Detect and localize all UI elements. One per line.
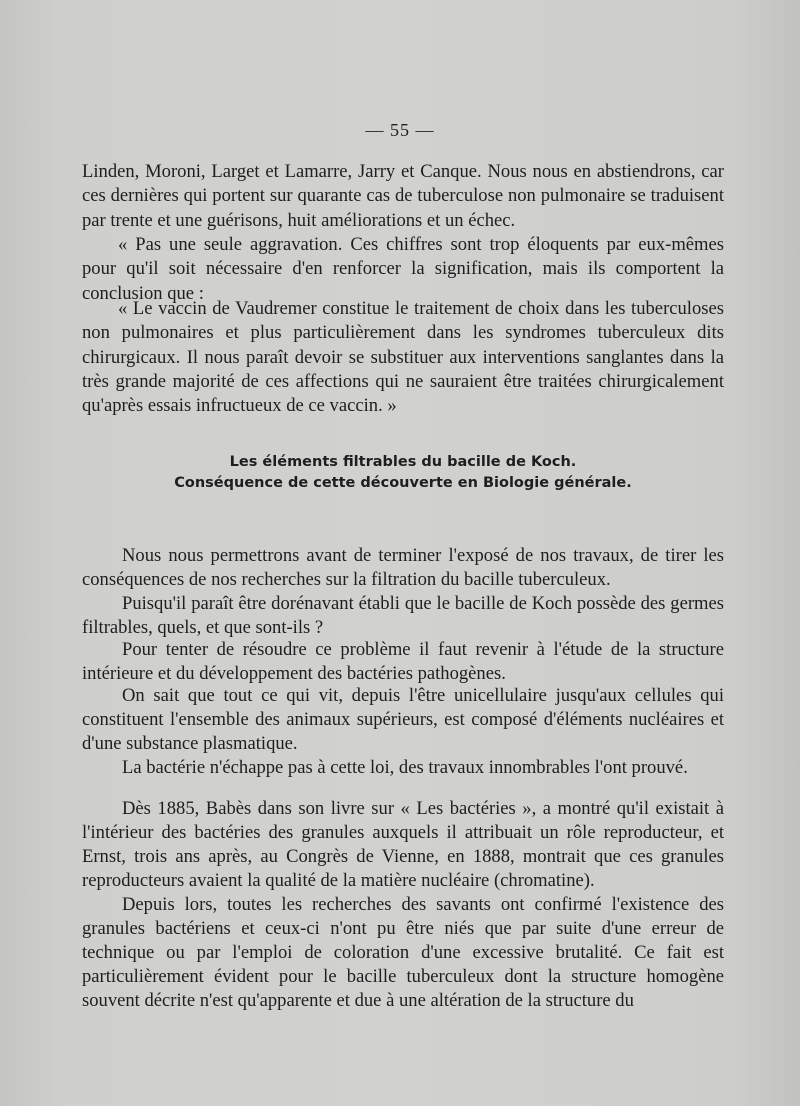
paragraph-quote-start: « Pas une seule aggravation. Ces chiffres sont trop éloquents par eux-mêmes pour qu'il soit nécessaire d'en renforcer la signification, mais ils comportent la conclusion que :	[82, 234, 724, 304]
paragraph-intro: Linden, Moroni, Larget et Lamarre, Jarry et Canque. Nous nous en abstiendrons, car ces dernières qui portent sur quarante cas de tuberculose non pulmonaire se traduisent par trente et une guérisons, huit améliorations et un échec.	[82, 161, 724, 231]
paragraph-body-4: On sait que tout ce qui vit, depuis l'être unicellulaire jusqu'aux cellules qui constituent l'ensemble des animaux supérieurs, est composé d'éléments nucléaires et d'une substance plasmatique.	[82, 684, 724, 754]
section-heading	[82, 452, 724, 494]
paragraph-body-5: La bactérie n'échappe pas à cette loi, des travaux innombrables l'ont prouvé.	[122, 756, 688, 778]
paragraph-body-3: Pour tenter de résoudre ce problème il faut revenir à l'étude de la structure intérieure et du développement des bactéries pathogènes.	[82, 638, 724, 684]
paragraph-body-7: Depuis lors, toutes les recherches des savants ont confirmé l'existence des granules bactériens et ceux-ci n'ont pu être niés que par suite d'une erreur de technique ou par l'emploi de coloration d'une excessive brutalité. Ce fait est particulièrement évident pour le bacille tuberculeux dont la structure homogène souvent décrite n'est qu'apparente et due à une altération de la structure du	[82, 893, 724, 1012]
section-heading-line-1: Les éléments filtrables du bacille de Koch.	[229, 454, 577, 470]
paragraph-body-2: Puisqu'il paraît être dorénavant établi que le bacille de Koch possède des germes filtrables, quels, et que sont-ils ?	[82, 592, 724, 638]
paragraph-body-1: Nous nous permettrons avant de terminer l'exposé de nos travaux, de tirer les conséquences de nos recherches sur la filtration du bacille tuberculeux.	[82, 544, 724, 590]
section-heading-line-2: Conséquence de cette découverte en Biologie générale.	[174, 475, 632, 491]
page-number: — 55 —	[365, 120, 435, 140]
paragraph-body-6: Dès 1885, Babès dans son livre sur « Les bactéries », a montré qu'il existait à l'intérieur des bactéries des granules auxquels il attribuait un rôle reproducteur, et Ernst, trois ans après, au Congrès de Vienne, en 1888, montrait que ces granules reproducteurs avaient la qualité de la matière nucléaire (chromatine).	[82, 797, 724, 892]
paragraph-quote-conclusion: « Le vaccin de Vaudremer constitue le traitement de choix dans les tuberculoses non pulmonaires et plus particulièrement dans les syndromes tuberculeux dits chirurgicaux. Il nous paraît devoir se substituer aux interventions sanglantes dans la très grande majorité de ces affections qui ne sauraient être traitées chirurgicalement qu'après essais infructueux de ce vaccin. »	[82, 298, 724, 417]
